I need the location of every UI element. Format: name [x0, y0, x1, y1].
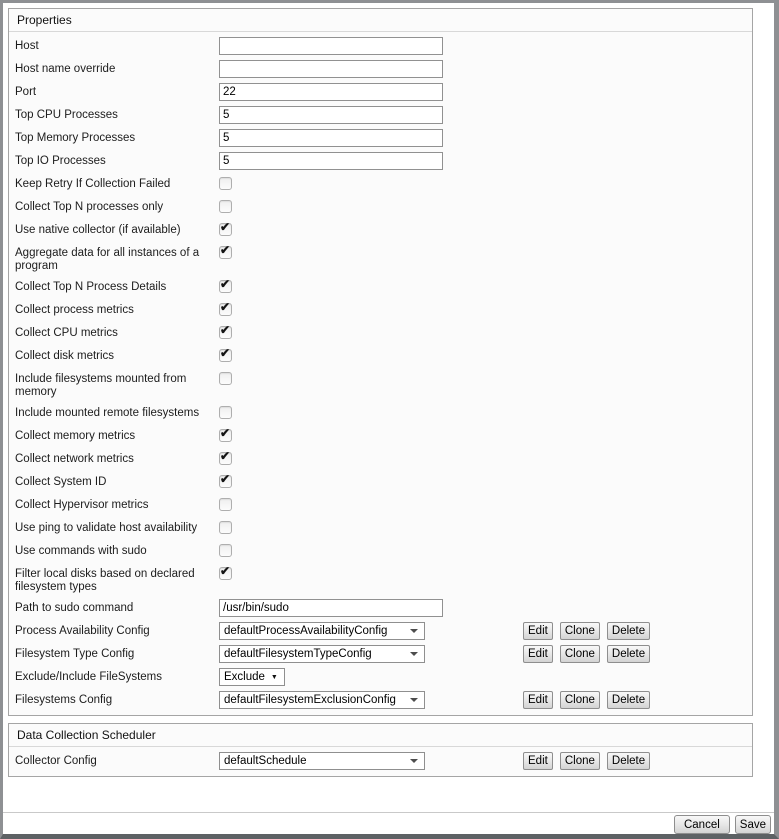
- collect-process-metrics-checkbox[interactable]: [219, 300, 232, 316]
- include-mounted-remote-filesystems-checkbox[interactable]: [219, 406, 232, 419]
- selected-value: defaultSchedule: [224, 755, 307, 767]
- field-label: Include mounted remote filesystems: [15, 407, 200, 419]
- checkmark-icon: ✔: [220, 346, 231, 360]
- field-label: Keep Retry If Collection Failed: [15, 178, 171, 190]
- dropdown-arrow-icon: [410, 629, 418, 633]
- form-row-collect-network-metrics: [9, 450, 752, 468]
- path-to-sudo-command-input[interactable]: [219, 599, 443, 617]
- dropdown-arrow-icon: ▼: [270, 673, 278, 681]
- field-label: Collect disk metrics: [15, 350, 115, 362]
- field-label: Include filesystems mounted from memory: [15, 373, 187, 398]
- collect-disk-metrics-checkbox[interactable]: [219, 346, 232, 362]
- field-label: Filesystems Config: [15, 694, 113, 706]
- filter-local-disks-based-on-declared-filesystem-types-checkbox[interactable]: [219, 564, 232, 580]
- panel-title: Properties: [9, 9, 752, 32]
- host-name-override-input[interactable]: [219, 60, 443, 78]
- field-label: Filesystem Type Config: [15, 648, 135, 660]
- clone-button[interactable]: Clone: [560, 645, 600, 663]
- aggregate-data-for-all-instances-of-a-program-checkbox[interactable]: [219, 243, 232, 259]
- delete-button[interactable]: Delete: [607, 691, 650, 709]
- edit-button[interactable]: Edit: [523, 645, 553, 663]
- form-row-collect-disk-metrics: [9, 347, 752, 365]
- form-row-include-mounted-remote-filesystems: [9, 404, 752, 422]
- collect-top-n-process-details-checkbox[interactable]: [219, 277, 232, 293]
- clone-button[interactable]: Clone: [560, 752, 600, 770]
- row-actions: [523, 622, 650, 640]
- cancel-button[interactable]: Cancel: [674, 815, 730, 834]
- field-label: Top CPU Processes: [15, 109, 118, 121]
- field-label: Use native collector (if available): [15, 224, 181, 236]
- field-label: Exclude/Include FileSystems: [15, 671, 163, 683]
- dropdown-arrow-icon: [410, 652, 418, 656]
- selected-value: Exclude: [224, 671, 265, 683]
- clone-button[interactable]: Clone: [560, 691, 600, 709]
- filesystems-config-select[interactable]: [219, 691, 425, 709]
- form-row-host-name-override: [9, 60, 752, 78]
- form-row-collect-top-n-processes-only: [9, 198, 752, 216]
- form-row-top-memory-processes: [9, 129, 752, 147]
- form-row-aggregate-data-for-all-instances-of-a-program: [9, 244, 752, 273]
- form-row-collector-config: [9, 752, 752, 770]
- form-row-use-native-collector-if-available: [9, 221, 752, 239]
- selected-value: defaultFilesystemExclusionConfig: [224, 694, 396, 706]
- field-label: Use commands with sudo: [15, 545, 147, 557]
- checkmark-icon: ✔: [220, 449, 231, 463]
- field-label: Top Memory Processes: [15, 132, 136, 144]
- include-filesystems-mounted-from-memory-checkbox[interactable]: [219, 372, 232, 385]
- form-row-keep-retry-if-collection-failed: [9, 175, 752, 193]
- field-label: Top IO Processes: [15, 155, 106, 167]
- field-label: Process Availability Config: [15, 625, 150, 637]
- collect-top-n-processes-only-checkbox[interactable]: [219, 200, 232, 213]
- edit-button[interactable]: Edit: [523, 752, 553, 770]
- top-io-processes-input[interactable]: [219, 152, 443, 170]
- form-row-path-to-sudo-command: [9, 599, 752, 617]
- field-label: Aggregate data for all instances of a program: [15, 247, 200, 272]
- checkmark-icon: ✔: [220, 323, 231, 337]
- field-label: Collect Top N Process Details: [15, 281, 167, 293]
- collect-hypervisor-metrics-checkbox[interactable]: [219, 498, 232, 511]
- use-native-collector-if-available-checkbox[interactable]: [219, 220, 232, 236]
- edit-button[interactable]: Edit: [523, 622, 553, 640]
- field-label: Port: [15, 86, 37, 98]
- form-row-top-io-processes: [9, 152, 752, 170]
- use-ping-to-validate-host-availability-checkbox[interactable]: [219, 521, 232, 534]
- dropdown-arrow-icon: [410, 698, 418, 702]
- field-label: Use ping to validate host availability: [15, 522, 198, 534]
- panel-title: Data Collection Scheduler: [9, 724, 752, 747]
- port-input[interactable]: [219, 83, 443, 101]
- selected-value: defaultFilesystemTypeConfig: [224, 648, 372, 660]
- form-row-collect-memory-metrics: [9, 427, 752, 445]
- form-row-include-filesystems-mounted-from-memory: [9, 370, 752, 399]
- delete-button[interactable]: Delete: [607, 622, 650, 640]
- checkmark-icon: ✔: [220, 220, 231, 234]
- top-cpu-processes-input[interactable]: [219, 106, 443, 124]
- checkmark-icon: ✔: [220, 243, 231, 257]
- form-row-host: [9, 37, 752, 55]
- delete-button[interactable]: Delete: [607, 752, 650, 770]
- data-collection-scheduler-panel: [8, 723, 753, 777]
- checkmark-icon: ✔: [220, 426, 231, 440]
- scheduler-panel-body: [9, 752, 752, 770]
- host-input[interactable]: [219, 37, 443, 55]
- form-row-port: [9, 83, 752, 101]
- field-label: Collect Hypervisor metrics: [15, 499, 149, 511]
- collector-config-select[interactable]: [219, 752, 425, 770]
- checkmark-icon: ✔: [220, 472, 231, 486]
- form-row-filesystems-config: [9, 691, 752, 709]
- form-row-filter-local-disks-based-on-declared-filesystem-types: [9, 565, 752, 594]
- top-memory-processes-input[interactable]: [219, 129, 443, 147]
- properties-panel-body: [9, 37, 752, 709]
- exclude-include-filesystems-select[interactable]: [219, 668, 285, 686]
- form-row-filesystem-type-config: [9, 645, 752, 663]
- dropdown-arrow-icon: [410, 759, 418, 763]
- row-actions: [523, 645, 650, 663]
- dialog-footer: [3, 812, 774, 834]
- delete-button[interactable]: Delete: [607, 645, 650, 663]
- collect-network-metrics-checkbox[interactable]: [219, 449, 232, 465]
- field-label: Host name override: [15, 63, 116, 75]
- field-label: Host: [15, 40, 39, 52]
- field-label: Collect CPU metrics: [15, 327, 118, 339]
- field-label: Path to sudo command: [15, 602, 134, 614]
- collect-system-id-checkbox[interactable]: [219, 472, 232, 488]
- form-row-collect-process-metrics: [9, 301, 752, 319]
- form-row-process-availability-config: [9, 622, 752, 640]
- checkmark-icon: ✔: [220, 277, 231, 291]
- field-label: Collect System ID: [15, 476, 107, 488]
- form-row-collect-cpu-metrics: [9, 324, 752, 342]
- field-label: Collect network metrics: [15, 453, 134, 465]
- collect-cpu-metrics-checkbox[interactable]: [219, 323, 232, 339]
- form-row-collect-hypervisor-metrics: [9, 496, 752, 514]
- form-row-top-cpu-processes: [9, 106, 752, 124]
- field-label: Collector Config: [15, 755, 97, 767]
- save-button[interactable]: Save: [735, 815, 771, 834]
- checkmark-icon: ✔: [220, 300, 231, 314]
- edit-button[interactable]: Edit: [523, 691, 553, 709]
- field-label: Filter local disks based on declared filesystem types: [15, 568, 195, 593]
- form-row-collect-system-id: [9, 473, 752, 491]
- field-label: Collect Top N processes only: [15, 201, 164, 213]
- form-row-exclude-include-filesystems: [9, 668, 752, 686]
- field-label: Collect process metrics: [15, 304, 134, 316]
- filesystem-type-config-select[interactable]: [219, 645, 425, 663]
- field-label: Collect memory metrics: [15, 430, 136, 442]
- collect-memory-metrics-checkbox[interactable]: [219, 426, 232, 442]
- properties-panel: [8, 8, 753, 716]
- form-row-collect-top-n-process-details: [9, 278, 752, 296]
- row-actions: [523, 752, 650, 770]
- use-commands-with-sudo-checkbox[interactable]: [219, 544, 232, 557]
- row-actions: [523, 691, 650, 709]
- process-availability-config-select[interactable]: [219, 622, 425, 640]
- clone-button[interactable]: Clone: [560, 622, 600, 640]
- keep-retry-if-collection-failed-checkbox[interactable]: [219, 177, 232, 190]
- selected-value: defaultProcessAvailabilityConfig: [224, 625, 388, 637]
- checkmark-icon: ✔: [220, 564, 231, 578]
- form-row-use-ping-to-validate-host-availability: [9, 519, 752, 537]
- form-row-use-commands-with-sudo: [9, 542, 752, 560]
